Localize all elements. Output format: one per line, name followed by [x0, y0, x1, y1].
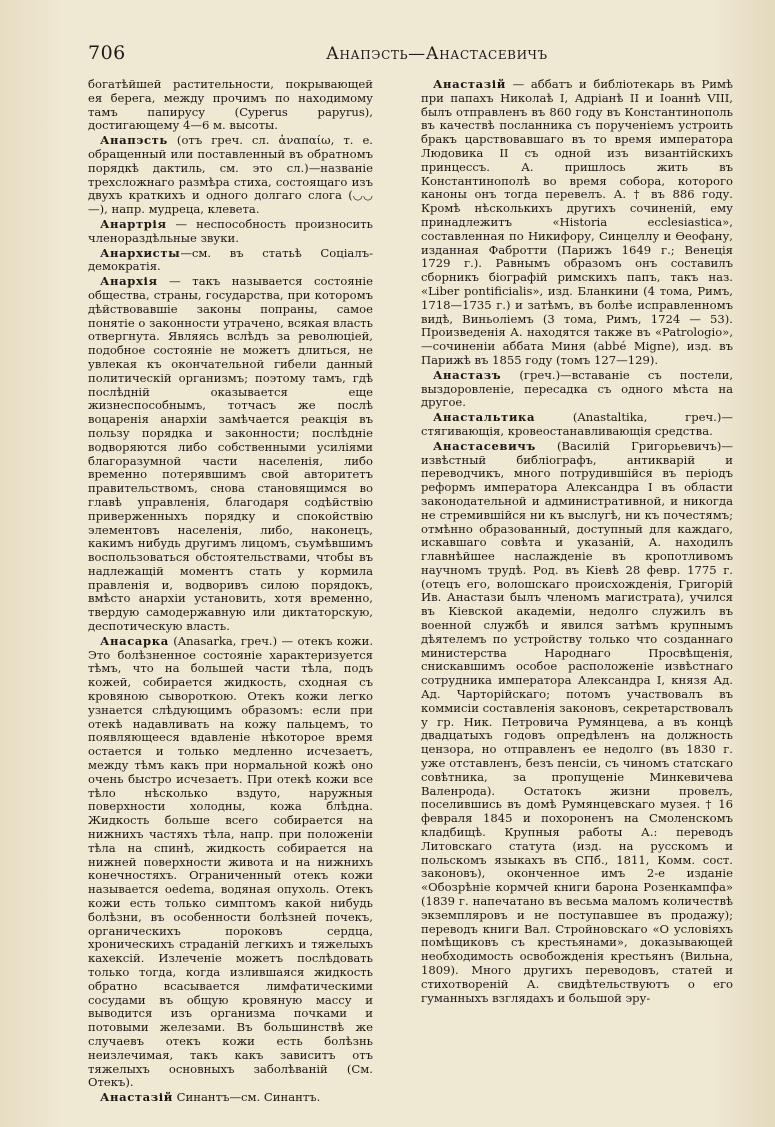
dictionary-entry	[88, 78, 373, 133]
dictionary-entry	[88, 275, 373, 634]
page-number: 706	[88, 42, 126, 64]
dictionary-entry	[88, 134, 373, 217]
entry-headword: Анасарка	[100, 633, 169, 648]
page-header	[0, 40, 775, 76]
entry-text: — аббатъ и библіотекарь въ Римѣ при папахъ Николаѣ I, Адріанѣ II и Іоаннѣ VIII, былъ отправленъ въ 860 году въ Константинополь въ качествѣ посланника съ порученіемъ устроить бракъ царствовавшаго въ то время императора Людовика II съ одной изъ византійскихъ принцессъ. А. пришлось жить въ Константинополѣ во время собора, которого каноны онъ тогда перевелъ. А. † въ 886 году. Кромѣ нѣсколькихъ другихъ сочиненій, ему принадлежитъ «Historia ecclesiastica», составленная по Никифору, Синцеллу и Ѳеофану, изданная Фабротти (Парижъ 1649 г.; Венеція 1729 г.). Равнымъ образомъ онъ составилъ сборникъ біографій римскихъ папъ, такъ наз. «Liber pontificialis», изд. Бланкини (4 тома, Римъ, 1718—1735 г.) и затѣмъ, въ болѣе исправленномъ видѣ, Виньоліемъ (3 тома, Римъ, 1724 — 53). Произведенія А. находятся также въ «Patrologio»,—сочиненіи аббата Миня (abbé Migne), изд. въ Парижѣ въ 1855 году (томъ 127—129).	[421, 77, 733, 367]
entry-headword: Анартрія	[100, 216, 167, 231]
entry-headword: Анастазъ	[433, 367, 502, 382]
dictionary-entry	[421, 369, 733, 410]
dictionary-entry	[88, 1091, 373, 1105]
entry-text: (греч.)—вставаніе съ постели, выздоровленіе, пересадка съ одного мѣста на другое.	[421, 367, 733, 410]
dictionary-entry	[421, 78, 733, 368]
dictionary-entry	[421, 440, 733, 1006]
entry-headword: Анастазій	[100, 1090, 173, 1105]
running-title: Анапэсть—Анастасевичъ	[326, 44, 548, 64]
entry-text: (отъ греч. сл. ἀναπαίω, т. е. обращенный или поставленный въ обратномъ порядкѣ дактиль, см. это сл.)—названіе трехсложнаго размѣра стиха, состоящаго изъ двухъ краткихъ и одного долгаго слога (◡◡—), напр. мудреца, клевета.	[88, 133, 373, 217]
entry-headword: Анархія	[100, 274, 158, 289]
left-column	[88, 78, 373, 1106]
entry-text: — такъ называется состояніе общества, страны, государства, при которомъ дѣйствовавшіе законы попраны, самое понятіе о законности утрачено, всякая власть отвергнута. Являясь вслѣдъ за революціей, подобное состояніе не можетъ длиться, не увлекая къ окончательной гибели данный политическій организмъ; поэтому тамъ, гдѣ послѣдній оказывается еще жизнеспособнымъ, тотчасъ же послѣ воцаренія анархіи замѣчается реакція въ пользу порядка и законности; послѣдніе водворяются либо собственными усиліями благоразумной части населенія, либо временно потерявшимъ свой авторитетъ правительствомъ, снова становящимся во главѣ управленія, благодаря содѣйствію приверженныхъ порядку и спокойствію элементовъ населенія, либо, наконецъ, какимъ нибудь другимъ лицомъ, съумѣвшимъ воспользоваться обстоятельствами, чтобы въ надлежащій моментъ стать у кормила правленія и, водворивъ силою порядокъ, вмѣсто анархіи установить, хотя временно, твердую самодержавную или диктаторскую, деспотическую власть.	[88, 274, 373, 634]
entry-text: богатѣйшей растительности, покрывающей ея берега, между прочимъ по находимому тамъ папирусу (Cyperus papyrus), достигающему 4—6 м. высоты.	[88, 77, 373, 133]
entry-headword: Анастальтика	[433, 410, 536, 425]
entry-text: (Василій Григорьевичъ)—извѣстный библіографъ, антикварій и переводчикъ, много потрудившійся въ періодъ реформъ императора Александра I въ области законодательной и административной, и никогда не стремившійся ни къ выслугѣ, ни къ почестямъ; отмѣнно образованный, доступный для каждаго, искавшаго совѣта и указаній, А. находилъ главнѣйшее наслажденіе въ кропотливомъ научномъ трудѣ. Род. въ Кіевѣ 28 февр. 1775 г. (отецъ его, волошскаго происхожденія, Григорій Ив. Анастази былъ членомъ магистрата), учился въ Кіевской академіи, недолго служилъ въ военной службѣ и явился затѣмъ крупнымъ дѣятелемъ по устройству только что созданнаго министерства Народнаго Просвѣщенія, снискавшимъ особое расположеніе извѣстнаго сотрудника императора Александра I, князя Ад. Ад. Чарторійскаго; потомъ участвовалъ въ коммисіи составленія законовъ, секретарствовалъ у гр. Ник. Петровича Румянцева, а въ концѣ двадцатыхъ годовъ опредѣленъ на должность цензора, но отправленъ ее недолго (въ 1830 г. уже отставленъ, безъ пенсіи, съ чиномъ статскаго совѣтника, за пропущеніе Минкевичева Валенрода). Остатокъ жизни провелъ, поселившись въ домѣ Румянцевскаго музея. † 16 февраля 1845 и похороненъ на Смоленскомъ кладбищѣ. Крупныя работы А.: переводъ Литовскаго статута (изд. на русскомъ и польскомъ языкахъ въ СПб., 1811, Комм. сост. законовъ), оконченное имъ 2-е изданіе «Обозрѣніе кормчей книги барона Розенкампфа» (1839 г. напечатано въ весьма маломъ количествѣ экземпляровъ и не поступавшее въ продажу); переводъ книги Вал. Стройновскаго «О условіяхъ помѣщиковъ съ крестьянами», доказывающей необходимость освобожденія крестьянъ (Вильна, 1809). Много другихъ переводовъ, статей и стихотвореній А. свидѣтельствуютъ о его гуманныхъ взглядахъ и большой эру-	[421, 438, 733, 1005]
entry-text: Синантъ—см. Синантъ.	[173, 1090, 321, 1105]
entry-text: (Anastaltika, греч.)—стягивающія, кровеостанавливающія средства.	[421, 410, 733, 438]
entry-headword: Анархисты	[100, 245, 181, 260]
entry-text: (Anasarka, греч.) — отекъ кожи. Это болѣзненное состояніе характеризуется тѣмъ, что на большей части тѣла, подъ кожей, собирается жидкость, сходная съ кровяною сывороткою. Отекъ кожи легко узнается слѣдующимъ образомъ: если при отекѣ надавливать на кожу пальцемъ, то появляющееся вдавленіе нѣкоторое время остается и только медленно исчезаетъ, между тѣмъ какъ при нормальной кожѣ оно очень быстро исчезаетъ. При отекѣ кожи все тѣло нѣсколько вздуто, наружныя поверхности холодны, кожа блѣдна. Жидкость больше всего собирается на нижнихъ частяхъ тѣла, напр. при положеніи тѣла на спинѣ, жидкость собирается на нижней поверхности живота и на нижнихъ конечностяхъ. Ограниченный отекъ кожи называется oedema, водяная опухоль. Отекъ кожи есть только симптомъ какой нибудь болѣзни, въ особенности болѣзней почекъ, органическихъ пороковъ сердца, хроническихъ страданій легкихъ и тяжелыхъ кахексій. Излеченіе можетъ послѣдовать только тогда, когда излившаяся жидкость обратно всасывается лимфатическими сосудами въ общую кровяную массу и выводится изъ организма почками и потовыми железами. Въ большинствѣ же случаевъ отекъ кожи есть болѣзнь неизлечимая, такъ какъ зависитъ отъ тяжелыхъ основныхъ заболѣваній (См. Отекъ).	[88, 633, 373, 1090]
entry-headword: Анастазій	[433, 77, 506, 91]
entry-text: — неспособность произносить членораздѣльные звуки.	[88, 216, 373, 245]
right-column	[421, 78, 733, 1006]
entry-text: —см. въ статьѣ Соціалъ-демократія.	[88, 245, 373, 274]
dictionary-entry	[421, 411, 733, 439]
dictionary-entry	[88, 635, 373, 1090]
entry-headword: Анастасевичъ	[433, 438, 536, 453]
dictionary-entry	[88, 218, 373, 246]
dictionary-entry	[88, 247, 373, 275]
entry-headword: Анапэсть	[100, 133, 168, 148]
